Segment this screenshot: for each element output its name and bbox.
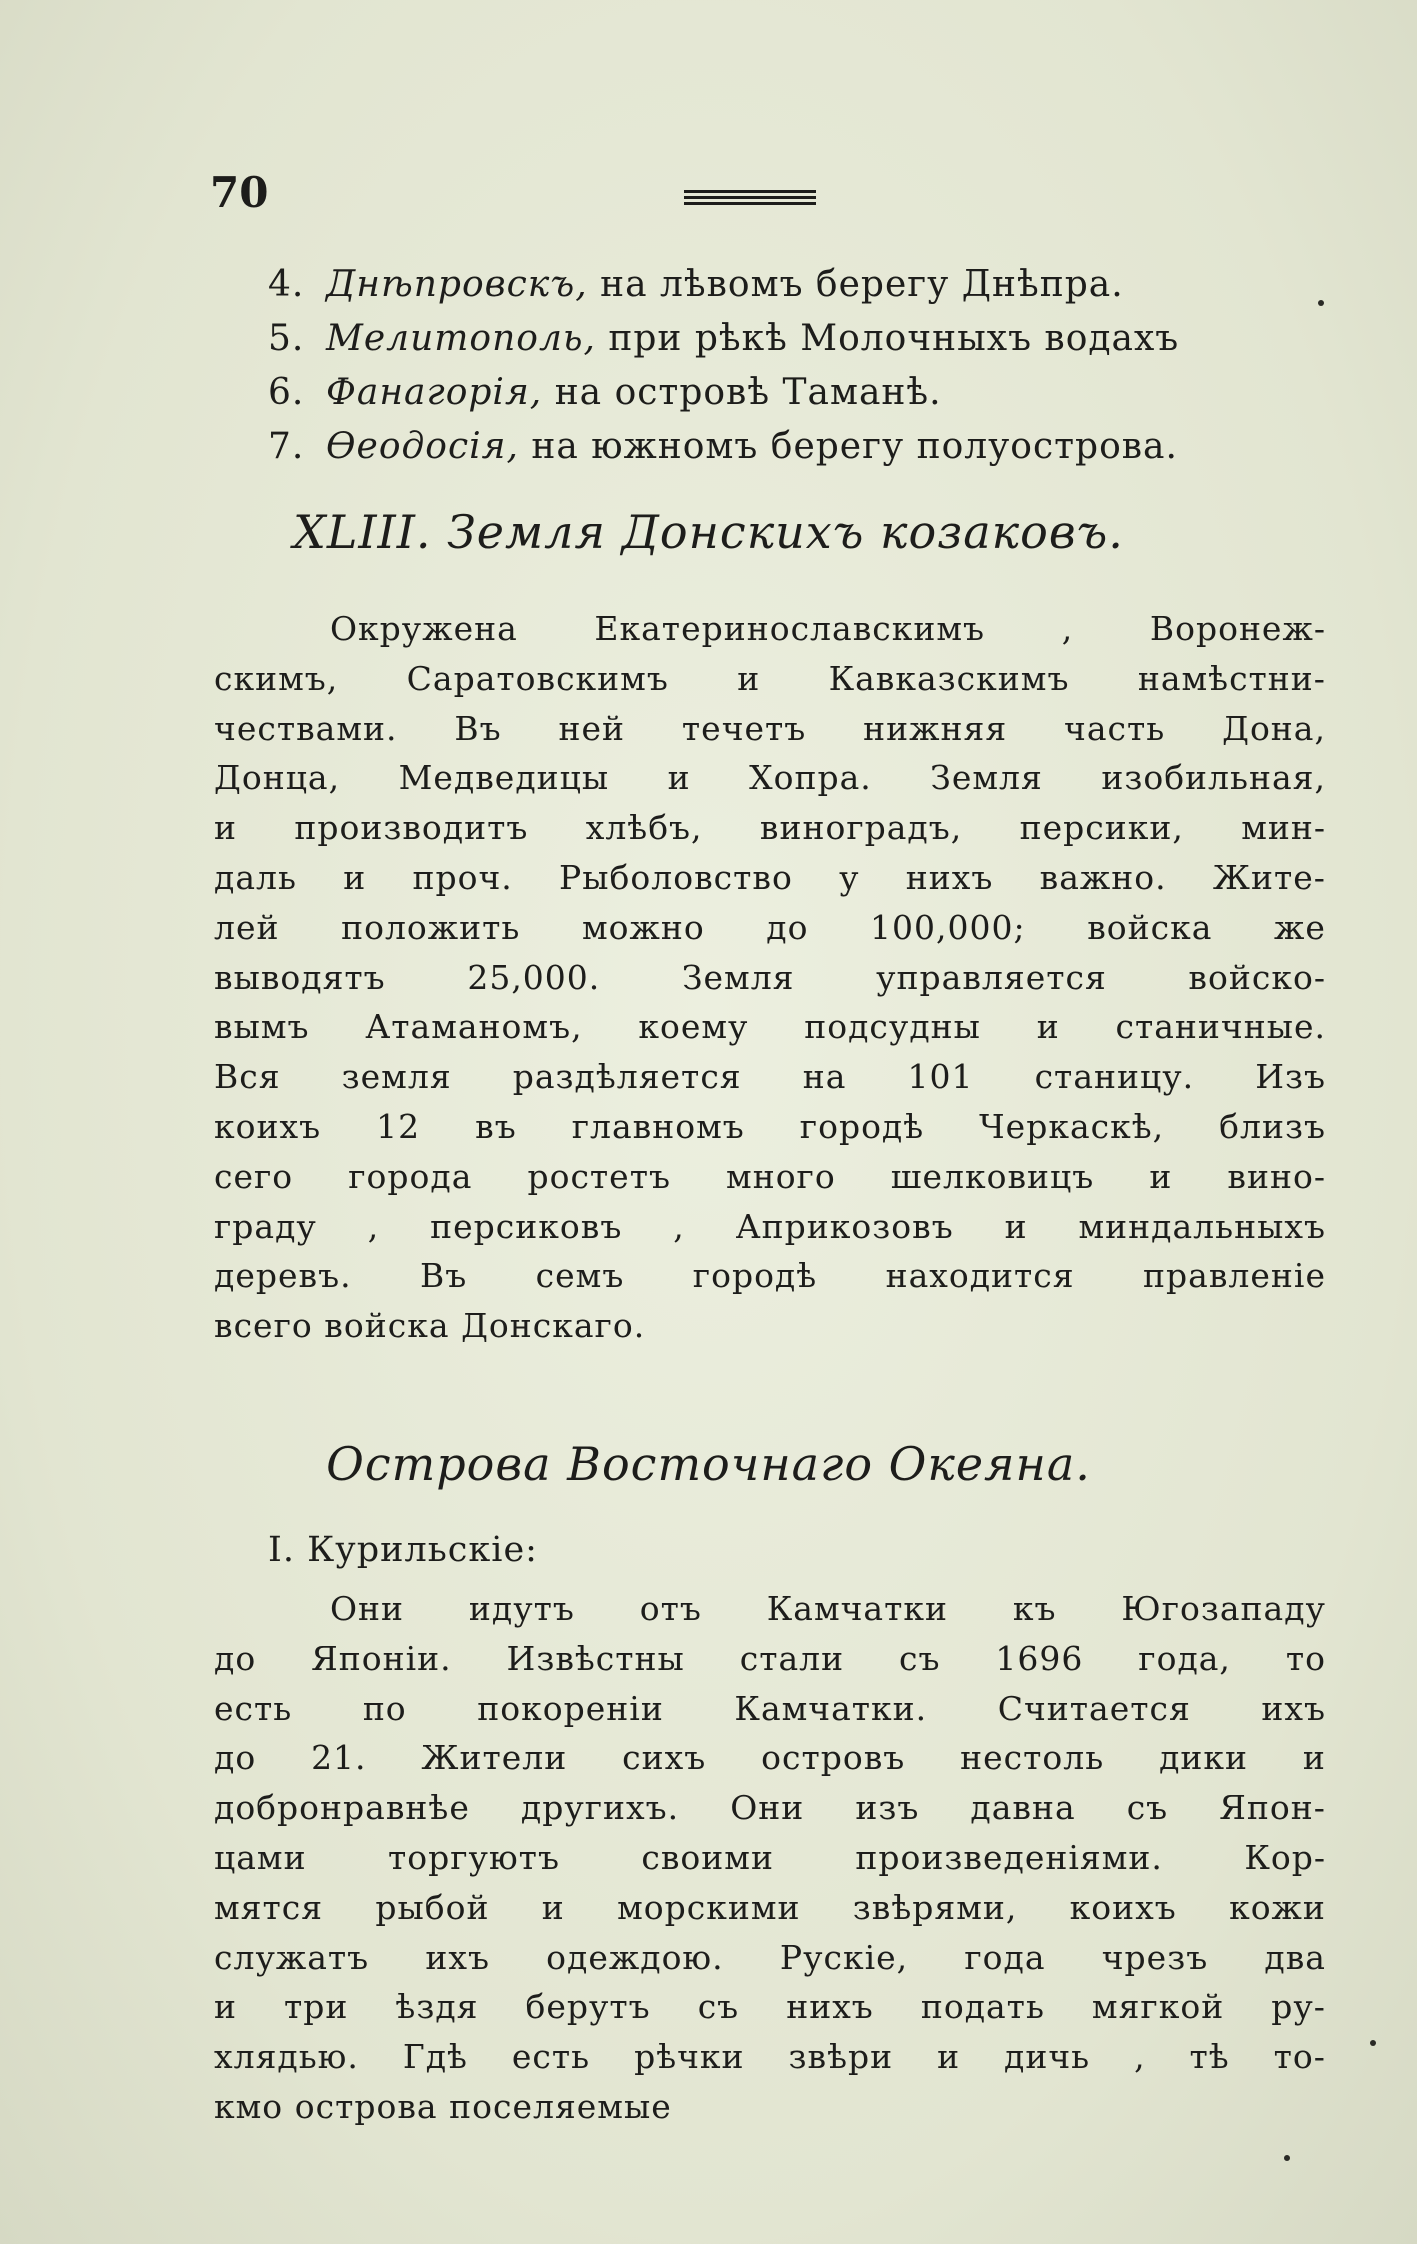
ink-speck	[1370, 2040, 1376, 2046]
text-line: есть по покореніи Камчатки. Считается ихъ	[214, 1688, 1326, 1728]
list-item: 4. Днѣпровскъ, на лѣвомъ берегу Днѣпра.	[268, 264, 1124, 305]
text-line: служатъ ихъ одеждою. Рускіе, года чрезъ два	[214, 1937, 1326, 1977]
text-line: выводятъ 25,000. Земля управляется войско-	[214, 957, 1326, 997]
text-line: кмо острова поселяемые	[214, 2086, 672, 2126]
text-line: граду , персиковъ , Априкозовъ и миндальныхъ	[214, 1206, 1326, 1246]
text-line: лей положить можно до 100,000; войска же	[214, 907, 1326, 947]
text-line: цами торгуютъ своими произведеніями. Кор-	[214, 1837, 1326, 1877]
text-line: мятся рыбой и морскими звѣрями, коихъ кожи	[214, 1887, 1326, 1927]
text-line: Окружена Екатеринославскимъ , Воронеж-	[330, 609, 1326, 648]
city-list	[268, 258, 1308, 474]
text-line: скимъ, Саратовскимъ и Кавказскимъ намѣстни-	[214, 658, 1326, 698]
text-line: до Японіи. Извѣстны стали съ 1696 года, то	[214, 1638, 1326, 1678]
text-line: вымъ Атаманомъ, коему подсудны и станичные.	[214, 1007, 1326, 1047]
text-line: и три ѣздя берутъ съ нихъ подать мягкой ру-	[214, 1987, 1326, 2027]
section-heading-don: XLIII. Земля Донскихъ козаковъ.	[293, 505, 1124, 559]
text-line: хлядью. Гдѣ есть рѣчки звѣри и дичь , тѣ то-	[214, 2037, 1326, 2077]
text-line: Они идутъ отъ Камчатки къ Югозападу	[330, 1589, 1326, 1628]
text-line: всего войска Донскаго.	[214, 1306, 646, 1346]
section-heading-islands: Острова Восточнаго Океяна.	[326, 1437, 1091, 1491]
text-line: даль и проч. Рыболовство у нихъ важно. Жите-	[214, 857, 1326, 897]
text-line: добронравнѣе другихъ. Они изъ давна съ Япон-	[214, 1788, 1326, 1828]
page-number: 70	[210, 168, 269, 217]
text-line: и производитъ хлѣбъ, виноградъ, персики, мин-	[214, 808, 1326, 848]
text-line: до 21. Жители сихъ островъ нестоль дики и	[214, 1738, 1326, 1778]
subheading-kurils: I. Курильскіе:	[268, 1530, 538, 1570]
ink-speck	[1318, 300, 1324, 306]
list-item: 6. Фанагорія, на островѣ Таманѣ.	[268, 372, 942, 413]
text-line: сего города ростетъ много шелковицъ и вино-	[214, 1156, 1326, 1196]
text-line: деревъ. Въ семъ городѣ находится правленіе	[214, 1256, 1326, 1296]
header-rule	[684, 190, 816, 205]
list-item: 7. Ѳеодосія, на южномъ берегу полуострова.	[268, 426, 1178, 467]
ink-speck	[1284, 2155, 1290, 2161]
text-line: Вся земля раздѣляется на 101 станицу. Изъ	[214, 1057, 1326, 1097]
text-line: коихъ 12 въ главномъ городѣ Черкаскѣ, близъ	[214, 1106, 1326, 1146]
paragraph-kurils	[214, 1584, 1326, 2132]
text-line: Донца, Медведицы и Хопра. Земля изобильная,	[214, 758, 1326, 798]
list-item: 5. Мелитополь, при рѣкѣ Молочныхъ водахъ	[268, 318, 1180, 359]
paragraph-don	[214, 604, 1326, 1351]
text-line: чествами. Въ ней течетъ нижняя часть Дона,	[214, 708, 1326, 748]
